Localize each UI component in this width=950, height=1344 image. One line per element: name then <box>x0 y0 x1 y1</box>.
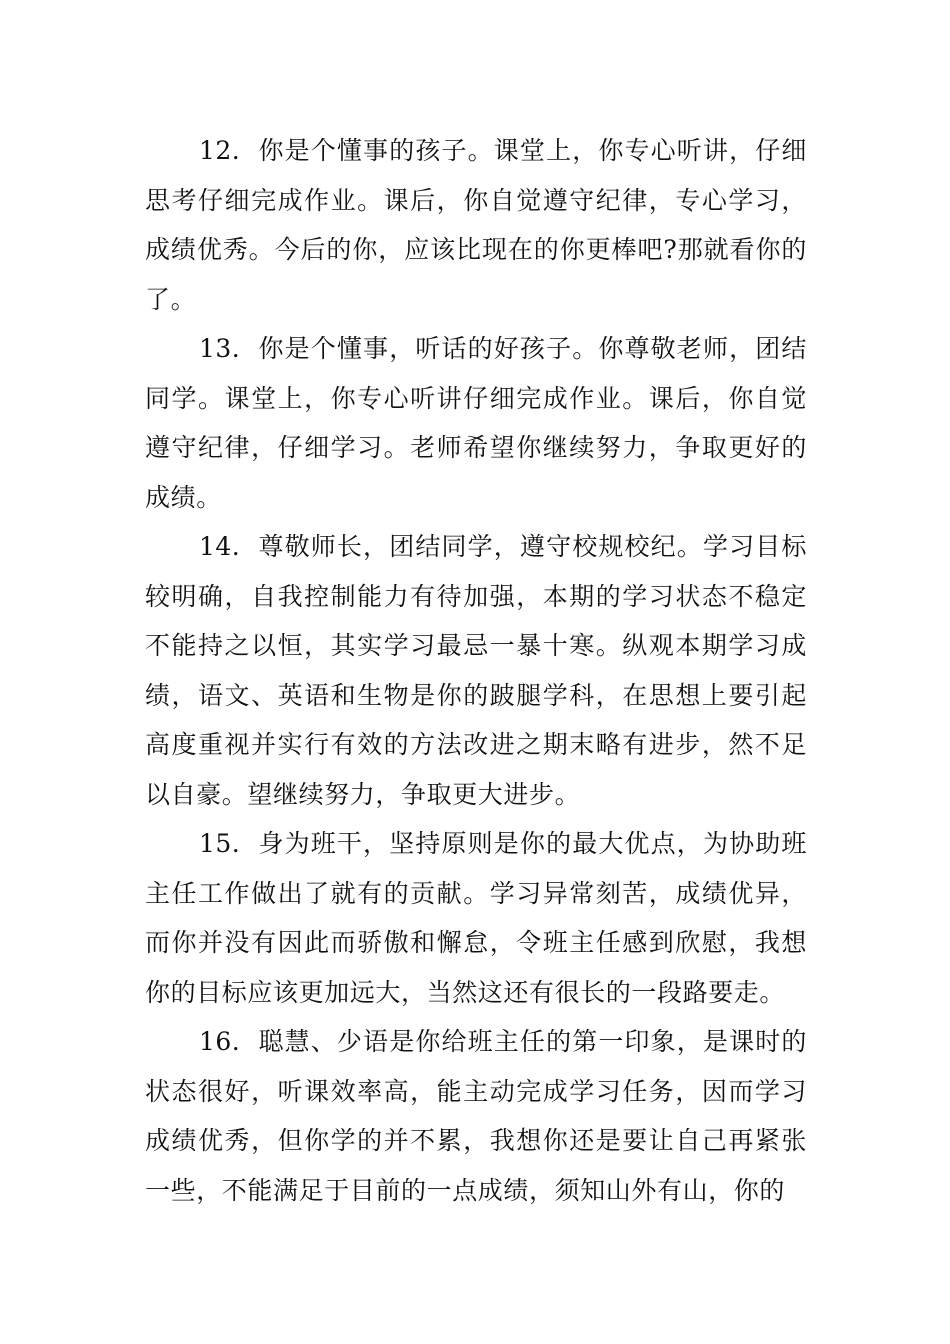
paragraph-number: 12. <box>199 136 241 165</box>
paragraph-text: 尊敬师长，团结同学，遵守校规校纪。学习目标较明确，自我控制能力有待加强，本期的学习状态不稳定不能持之以恒，其实学习最忌一暴十寒。纵观本期学习成绩，语文、英语和生物是你的跛腿学科，在思想上要引起高度重视并实行有效的方法改进之期末略有进步，然不足以自豪。望继续努力，争取更大进步。 <box>145 532 807 809</box>
paragraph-number: 16. <box>199 1027 241 1056</box>
document-body <box>145 126 807 1215</box>
paragraph-text: 你是个懂事的孩子。课堂上，你专心听讲，仔细思考仔细完成作业。课后，你自觉遵守纪律，专心学习，成绩优秀。今后的你，应该比现在的你更棒吧?那就看你的了。 <box>145 136 807 314</box>
paragraph-text: 聪慧、少语是你给班主任的第一印象，是课时的状态很好，听课效率高，能主动完成学习任务，因而学习成绩优秀，但你学的并不累，我想你还是要让自己再紧张一些，不能满足于目前的一点成绩，须知山外有山，你的 <box>145 1027 807 1205</box>
paragraph-number: 14. <box>199 532 241 561</box>
paragraph-number: 15. <box>199 829 241 858</box>
comment-paragraph-15 <box>145 819 807 1017</box>
paragraph-text: 身为班干，坚持原则是你的最大优点，为协助班主任工作做出了就有的贡献。学习异常刻苦，成绩优异，而你并没有因此而骄傲和懈怠，令班主任感到欣慰，我想你的目标应该更加远大，当然这还有很长的一段路要走。 <box>145 829 807 1007</box>
paragraph-number: 13. <box>199 334 241 363</box>
paragraph-text: 你是个懂事，听话的好孩子。你尊敬老师，团结同学。课堂上，你专心听讲仔细完成作业。课后，你自觉遵守纪律，仔细学习。老师希望你继续努力，争取更好的成绩。 <box>145 334 807 512</box>
comment-paragraph-14 <box>145 522 807 819</box>
comment-paragraph-13 <box>145 324 807 522</box>
comment-paragraph-16 <box>145 1017 807 1215</box>
comment-paragraph-12 <box>145 126 807 324</box>
